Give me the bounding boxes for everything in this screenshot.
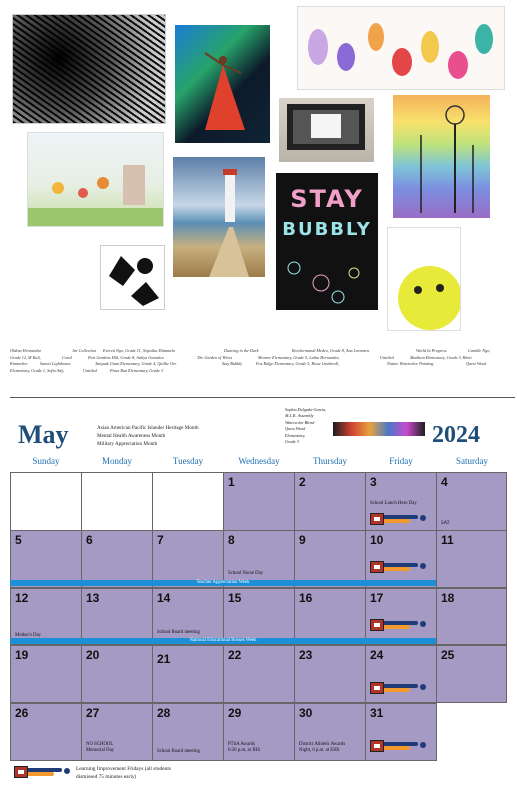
day-number: 8: [228, 533, 235, 547]
day-number: 26: [15, 706, 29, 720]
credit-text: Oldina Hernandez: [10, 348, 42, 353]
day-number: 31: [370, 706, 384, 720]
day-cell-23[interactable]: [294, 645, 366, 703]
credit-text: The Garden of Wives: [197, 354, 233, 360]
day-cell-30[interactable]: [294, 703, 366, 761]
day-number: 23: [299, 648, 313, 662]
divider: [10, 397, 515, 398]
national-educational-bosses-week-banner: National Educational Bosses Week: [10, 638, 436, 644]
day-number: 7: [157, 533, 164, 547]
weekday-monday: Monday: [102, 456, 132, 466]
credit-text: Reichermandi Medeo, Grade 8, Ana Lorenzen: [292, 348, 370, 353]
credit-text: Fox Ridge Elementary, Grade 5, Rosie Lindstroll,: [256, 361, 340, 366]
day-cell-29[interactable]: [223, 703, 295, 761]
event-text: Night, 6 p.m. at EHS: [299, 748, 340, 753]
artwork-sunset-lighthouse: [173, 157, 265, 277]
event-text: Memorial Day: [86, 748, 115, 753]
day-cell-15[interactable]: [223, 588, 295, 645]
event-text: 6:30 p.m. at JHS: [228, 748, 261, 753]
dancer-figure: [175, 25, 270, 143]
day-number: 12: [15, 591, 29, 605]
day-number: 14: [157, 591, 171, 605]
artwork-stay-bubbly: [276, 173, 378, 310]
day-cell-22[interactable]: [223, 645, 295, 703]
artwork-world-in-progress: [393, 95, 490, 218]
day-number: 3: [370, 475, 377, 489]
event-text: School Nurse Day: [228, 571, 264, 576]
stay-text: STAY: [290, 185, 364, 213]
bubbly-text: BUBBLY: [282, 219, 372, 240]
day-number: 28: [157, 706, 171, 720]
day-cell-19[interactable]: [10, 645, 82, 703]
day-number: 6: [86, 533, 93, 547]
featured-credit-line: Quest Wood: [285, 426, 306, 432]
observance-text: Asian American Pacific Islander Heritage Month: [97, 425, 199, 431]
credit-text: Kimmelier: [10, 361, 28, 366]
observance-text: Military Appreciation Month: [97, 441, 158, 447]
credit-text: Tarquak Giant Elementary, Grade 4, Quillie Ore: [95, 361, 177, 366]
day-number: 13: [86, 591, 100, 605]
day-number: 30: [299, 706, 313, 720]
weekday-wednesday: Wednesday: [238, 456, 280, 466]
event-text: Mother's Day: [15, 633, 42, 638]
artwork-dancing-in-the-dark: [175, 25, 270, 143]
day-cell-17[interactable]: [365, 588, 437, 645]
artwork-credits: [10, 348, 510, 390]
event-text: School Board meeting: [157, 630, 200, 635]
credit-text: Quest Wood: [466, 361, 487, 366]
day-cell-24[interactable]: [365, 645, 437, 703]
featured-credit-line: M.L.K. Assembly: [285, 413, 314, 419]
weekday-saturday: Saturday: [456, 456, 488, 466]
artwork-garden-of-wives: [27, 132, 164, 227]
observances: [97, 424, 199, 448]
credit-text: Madison Elementary, Grade 3, Rhett: [410, 354, 472, 360]
featured-credit-line: Sophia Delgado-Garcia,: [285, 407, 327, 412]
day-cell-27[interactable]: [81, 703, 153, 761]
day-cell-21[interactable]: [152, 645, 224, 703]
teacher-appreciation-week-banner: Teacher Appreciation Week: [10, 580, 436, 586]
learning-improvement-friday-icon: [370, 561, 430, 573]
credit-text: Dancing in the Dark: [224, 348, 259, 353]
month-title: May: [18, 420, 69, 449]
day-number: 21: [157, 652, 171, 666]
artwork-coral: [297, 6, 505, 90]
day-number: 24: [370, 648, 384, 662]
credit-text: Stay Bubbly: [222, 361, 243, 366]
day-number: 16: [299, 591, 313, 605]
event-text: NO SCHOOL: [86, 742, 114, 747]
day-number: 4: [441, 475, 448, 489]
featured-credit-line: Grade 3: [285, 439, 299, 445]
artwork-digital-tablet: [279, 98, 374, 162]
credit-text: Untitled: [83, 367, 97, 373]
event-text: PTSA Awards: [228, 742, 255, 747]
artwork-jar-collection: [12, 14, 166, 124]
learning-improvement-friday-icon: [370, 682, 430, 694]
day-number: 25: [441, 648, 455, 662]
day-number: 15: [228, 591, 242, 605]
event-text: School Board meeting: [157, 749, 200, 754]
day-number: 27: [86, 706, 100, 720]
weekday-tuesday: Tuesday: [172, 456, 204, 466]
credit-text: Untitled: [380, 354, 394, 360]
legend-line: dismissed 75 minutes early): [76, 774, 137, 780]
day-number: 10: [370, 533, 384, 547]
day-cell-31[interactable]: [365, 703, 437, 761]
event-text: SAT: [441, 521, 450, 526]
credit-text: World In Progress: [416, 348, 447, 353]
featured-artwork-credit: [285, 407, 326, 445]
learning-improvement-friday-icon: [370, 619, 430, 631]
artwork-untitled-abstract: [100, 245, 165, 310]
featured-credit-line: Watercolor Blend: [285, 419, 315, 425]
credit-text: Coral: [62, 354, 72, 360]
credit-text: Camille Ngo,: [468, 348, 491, 353]
day-number: 29: [228, 706, 242, 720]
credit-text: Grade 12, M Kali,: [10, 354, 41, 360]
weekday-sunday: Sunday: [32, 456, 60, 466]
credit-text: Sunset Lighthouse: [40, 361, 71, 366]
day-number: 18: [441, 591, 455, 605]
day-cell-25[interactable]: [436, 645, 507, 703]
day-cell-28[interactable]: [152, 703, 224, 761]
artwork-nature-watercolor: [387, 227, 461, 331]
featured-artwork-thumbnail: [333, 422, 425, 436]
day-number: 19: [15, 648, 29, 662]
day-cell-14[interactable]: [152, 588, 224, 645]
day-number: 2: [299, 475, 306, 489]
event-text: School Lunch Hero Day: [370, 501, 417, 506]
weekday-thursday: Thursday: [313, 456, 347, 466]
day-cell-12[interactable]: [10, 588, 82, 645]
day-number: 20: [86, 648, 100, 662]
credit-text: Everett Ngo, Grade 11, Napolita Dittamelo: [103, 348, 176, 353]
day-number: 22: [228, 648, 242, 662]
day-number: 11: [441, 533, 454, 547]
legend-learning-improvement-icon: [14, 766, 74, 778]
featured-credit-line: Elementary,: [285, 432, 306, 438]
event-text: District Athletic Awards: [299, 742, 346, 747]
day-number: 17: [370, 591, 384, 605]
legend-text: [76, 765, 171, 781]
credit-text: Elementary, Grade 1, Sofia Ady,: [10, 367, 65, 373]
legend-line: Learning Improvement Fridays (all students: [76, 766, 171, 772]
credit-text: Monroe Elementary, Grade 5, Lalita Hernandez,: [258, 354, 340, 360]
day-cell-18[interactable]: [436, 588, 507, 645]
observance-text: Mental Health Awareness Month: [97, 433, 166, 439]
day-cell-16[interactable]: [294, 588, 366, 645]
credit-text: Port Gardens Hill, Grade 8, Aaliya Gonzalez: [88, 354, 164, 360]
credit-text: Pines Run Elementary, Grade 3: [110, 367, 164, 373]
day-number: 9: [299, 533, 306, 547]
day-cell-13[interactable]: [81, 588, 153, 645]
learning-improvement-friday-icon: [370, 740, 430, 752]
day-number: 1: [228, 475, 235, 489]
day-cell-26[interactable]: [10, 703, 82, 761]
credit-text: Nature Watercolor Painting: [387, 361, 434, 366]
weekday-friday: Friday: [389, 456, 413, 466]
credit-text: Jar Collection: [72, 348, 97, 353]
day-cell-11[interactable]: [436, 530, 507, 588]
day-cell-20[interactable]: [81, 645, 153, 703]
learning-improvement-friday-icon: [370, 513, 430, 525]
year-title: 2024: [432, 422, 480, 448]
day-number: 5: [15, 533, 22, 547]
